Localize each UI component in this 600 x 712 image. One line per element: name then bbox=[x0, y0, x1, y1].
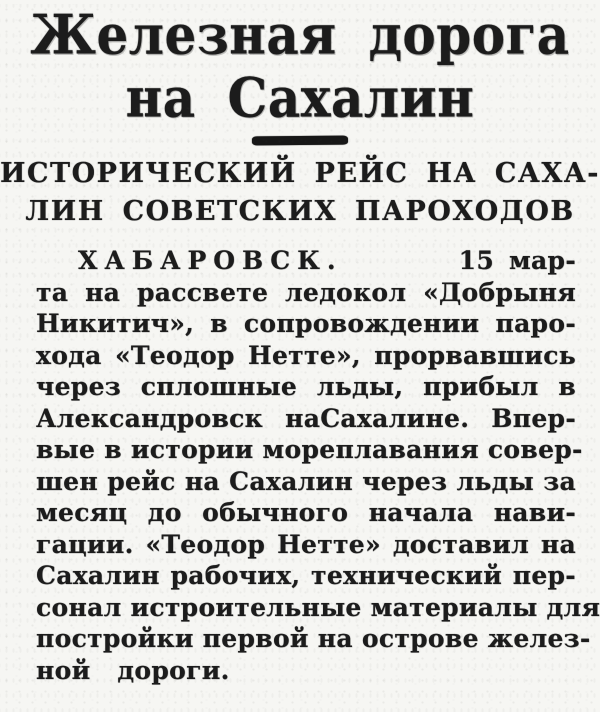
body-line: шен рейс на Сахалин через льды за bbox=[36, 466, 576, 496]
body-line: постройки первой на острове желез- bbox=[36, 624, 591, 653]
body-line: Александровск наСахалине. Впер- bbox=[36, 403, 576, 433]
subtitle-line-1: ИСТОРИЧЕСКИЙ РЕЙС НА САХА- bbox=[0, 158, 600, 189]
body-line: хода «Теодор Нетте», прорвавшись bbox=[36, 340, 576, 370]
dateline: ХАБАРОВСК. bbox=[78, 246, 343, 275]
body-line: через сплошные льды, прибыл в bbox=[36, 372, 576, 401]
body-line: Никитич», в сопровождении паро- bbox=[36, 309, 576, 338]
body-line: гации. «Теодор Нетте» доставил на bbox=[36, 529, 576, 559]
body-last-line: ной дороги. bbox=[36, 655, 230, 685]
subtitle-line-2: ЛИН СОВЕТСКИХ ПАРОХОДОВ bbox=[25, 196, 575, 227]
headline-divider-rule bbox=[252, 136, 348, 146]
article-body bbox=[0, 245, 600, 686]
body-line: сонал истроительные материалы для bbox=[36, 592, 600, 622]
body-first-line-rest: 15 мар- bbox=[458, 246, 576, 275]
body-line: месяц до обычного начала нави- bbox=[36, 498, 576, 527]
article-headline bbox=[0, 4, 600, 129]
newspaper-clipping bbox=[0, 4, 600, 712]
body-line: Сахалин рабочих, технический пер- bbox=[36, 561, 576, 590]
body-first-line bbox=[36, 245, 576, 277]
body-line: вые в истории мореплавания совер- bbox=[36, 435, 583, 464]
headline-line-1: Железная дорога bbox=[30, 2, 570, 67]
body-line: та на рассвете ледокол «Добрыня bbox=[36, 277, 576, 307]
headline-line-2: на Сахалин bbox=[125, 65, 475, 130]
article-subtitle bbox=[0, 155, 600, 231]
